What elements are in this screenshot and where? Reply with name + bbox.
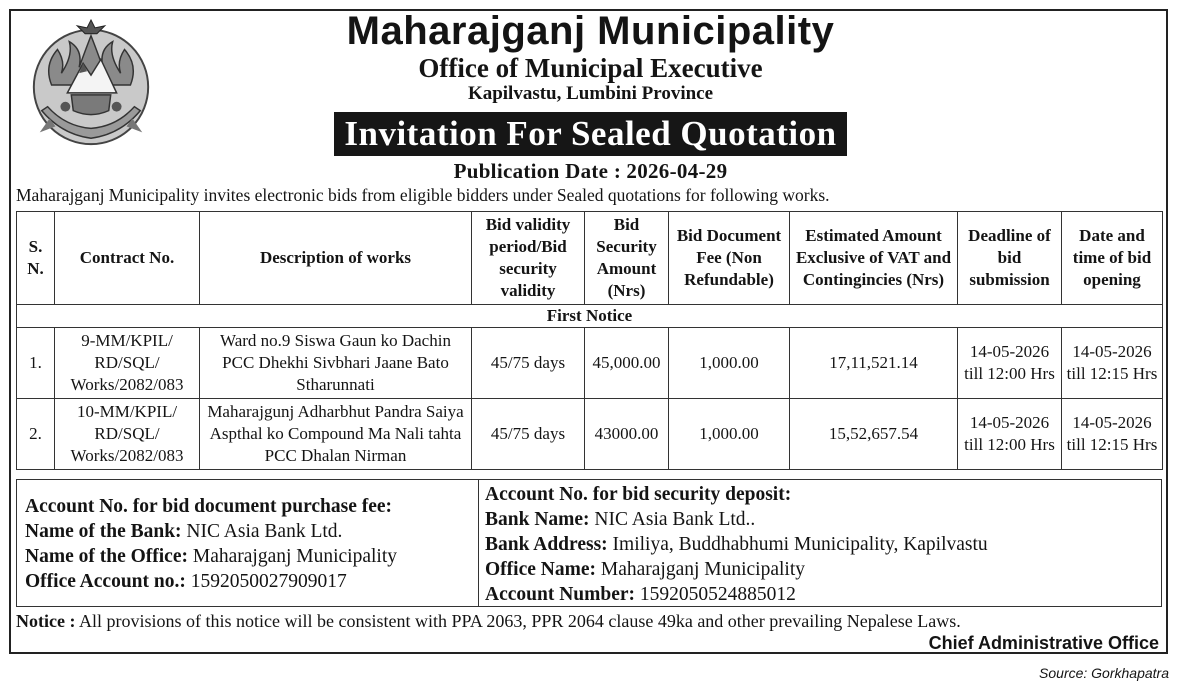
signoff: Chief Administrative Office xyxy=(928,633,1159,653)
col-opening: Date and time of bid opening xyxy=(1062,212,1163,305)
col-fee: Bid Document Fee (Non Refundable) xyxy=(669,212,790,305)
deposit-bank-label: Bank Name: xyxy=(485,509,590,530)
publication-date xyxy=(0,158,1181,184)
deposit-heading: Account No. for bid security deposit: xyxy=(485,484,792,505)
col-contract: Contract No. xyxy=(55,212,200,305)
source-credit: Source: Gorkhapatra xyxy=(1039,665,1169,681)
table-header-row xyxy=(17,212,1163,305)
deposit-office: Maharajganj Municipality xyxy=(600,559,806,580)
cell-security: 43000.00 xyxy=(585,399,669,470)
cell-fee: 1,000.00 xyxy=(669,399,790,470)
cell-opening: 14-05-2026 till 12:15 Hrs xyxy=(1062,399,1163,470)
cell-deadline: 14-05-2026 till 12:00 Hrs xyxy=(958,328,1062,399)
table-row xyxy=(17,328,1163,399)
cell-estimate: 15,52,657.54 xyxy=(790,399,958,470)
cell-sn: 2. xyxy=(17,399,55,470)
banner-text: Invitation For Sealed Quotation xyxy=(334,112,846,156)
purchase-heading: Account No. for bid document purchase fee: xyxy=(25,496,393,517)
banner xyxy=(0,112,1181,156)
cell-description: Maharajgunj Adharbhut Pandra Saiya Aspthal ko Compound Ma Nali tahta PCC Dhalan Nirman xyxy=(200,399,472,470)
notice-label: Notice : xyxy=(16,611,76,631)
works-table xyxy=(16,211,1163,470)
cell-validity: 45/75 days xyxy=(472,399,585,470)
deposit-account-label: Account Number: xyxy=(485,584,636,605)
col-validity: Bid validity period/Bid security validity xyxy=(472,212,585,305)
purchase-office: Maharajganj Municipality xyxy=(192,546,398,567)
notice-text: All provisions of this notice will be consistent with PPA 2063, PPR 2064 clause 49ka and other prevailing Nepalese Laws. xyxy=(78,611,961,631)
purchase-bank-label: Name of the Bank: xyxy=(25,521,182,542)
deposit-bank: NIC Asia Bank Ltd.. xyxy=(594,509,756,530)
col-description: Description of works xyxy=(200,212,472,305)
notice-line xyxy=(16,610,961,632)
municipality-title: Maharajganj Municipality xyxy=(346,9,835,53)
col-sn: S. N. xyxy=(17,212,55,305)
purchase-office-label: Name of the Office: xyxy=(25,546,188,567)
section-row xyxy=(17,305,1163,328)
cell-deadline: 14-05-2026 till 12:00 Hrs xyxy=(958,399,1062,470)
cell-description: Ward no.9 Siswa Gaun ko Dachin PCC Dhekhi Sivbhari Jaane Bato Stharunnati xyxy=(200,328,472,399)
deposit-account: 1592050524885012 xyxy=(639,584,796,605)
deposit-office-label: Office Name: xyxy=(485,559,596,580)
cell-contract: 10-MM/KPIL/ RD/SQL/ Works/2082/083 xyxy=(55,399,200,470)
cell-contract: 9-MM/KPIL/ RD/SQL/ Works/2082/083 xyxy=(55,328,200,399)
publication-date-label: Publication Date : xyxy=(453,159,622,183)
cell-sn: 1. xyxy=(17,328,55,399)
intro-text: Maharajganj Municipality invites electronic bids from eligible bidders under Sealed quotations for following works. xyxy=(16,185,830,205)
col-estimate: Estimated Amount Exclusive of VAT and Contingincies (Nrs) xyxy=(790,212,958,305)
office-title: Office of Municipal Executive xyxy=(418,53,763,83)
purchase-account-block xyxy=(17,480,479,606)
cell-fee: 1,000.00 xyxy=(669,328,790,399)
cell-validity: 45/75 days xyxy=(472,328,585,399)
publication-date-value: 2026-04-29 xyxy=(626,159,728,183)
deposit-address: Imiliya, Buddhabhumi Municipality, Kapilvastu xyxy=(612,534,988,555)
accounts-box xyxy=(16,479,1162,607)
deposit-account-block xyxy=(479,480,1161,606)
deposit-address-label: Bank Address: xyxy=(485,534,608,555)
table-row xyxy=(17,399,1163,470)
purchase-account-label: Office Account no.: xyxy=(25,571,186,592)
cell-security: 45,000.00 xyxy=(585,328,669,399)
purchase-account: 1592050027909017 xyxy=(190,571,347,592)
col-deadline: Deadline of bid submission xyxy=(958,212,1062,305)
cell-opening: 14-05-2026 till 12:15 Hrs xyxy=(1062,328,1163,399)
cell-estimate: 17,11,521.14 xyxy=(790,328,958,399)
section-label: First Notice xyxy=(17,305,1163,328)
location-line: Kapilvastu, Lumbini Province xyxy=(467,83,714,104)
col-security: Bid Security Amount (Nrs) xyxy=(585,212,669,305)
purchase-bank: NIC Asia Bank Ltd. xyxy=(186,521,343,542)
